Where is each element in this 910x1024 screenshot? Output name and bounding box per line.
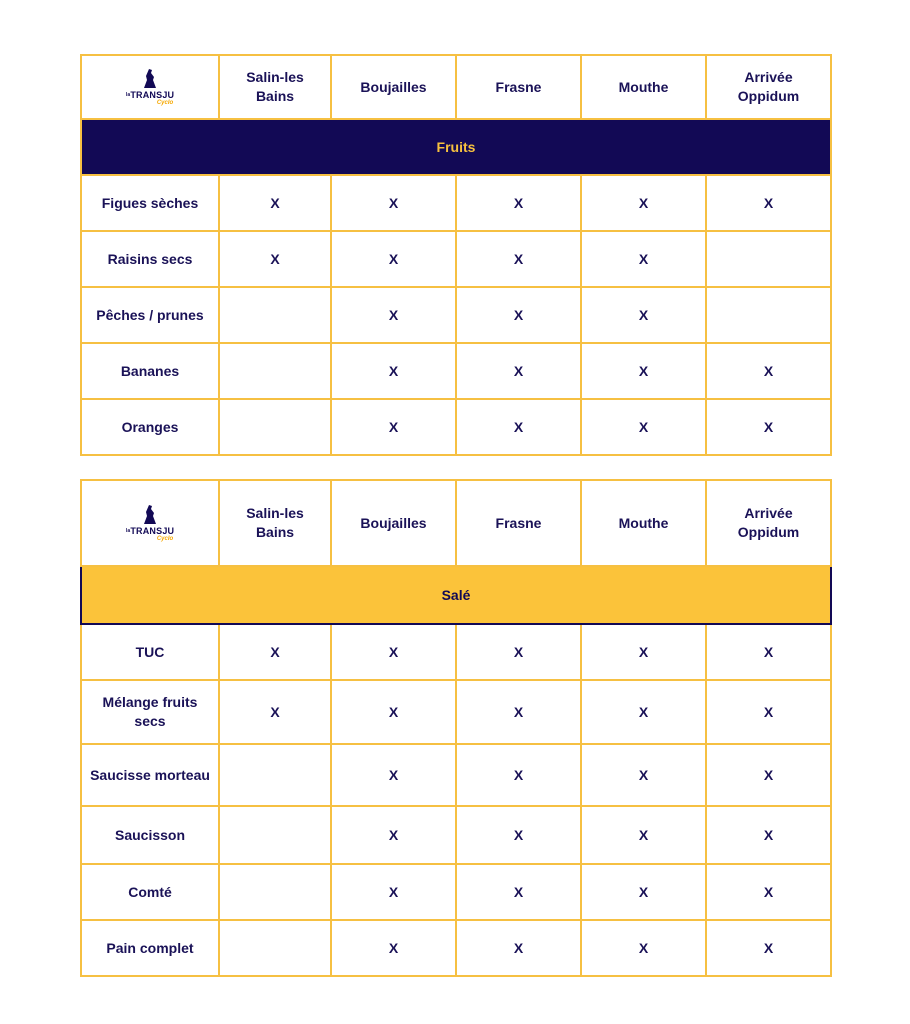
availability-cell: X: [456, 864, 581, 920]
row-label: Pain complet: [81, 920, 219, 976]
availability-cell: X: [581, 343, 706, 399]
availability-cell: X: [706, 920, 831, 976]
table-row: [81, 231, 831, 287]
availability-cell: [219, 806, 331, 864]
availability-cell: X: [706, 175, 831, 231]
availability-cell: X: [581, 399, 706, 455]
row-label: Oranges: [81, 399, 219, 455]
availability-cell: X: [706, 744, 831, 806]
availability-cell: X: [456, 287, 581, 343]
table-row: [81, 864, 831, 920]
availability-cell: X: [456, 175, 581, 231]
table-row: [81, 624, 831, 680]
section-title: Fruits: [81, 119, 831, 175]
row-label: Saucisson: [81, 806, 219, 864]
availability-cell: X: [706, 343, 831, 399]
section-title: Salé: [81, 566, 831, 624]
availability-cell: X: [456, 920, 581, 976]
column-header: Boujailles: [331, 480, 456, 566]
availability-cell: X: [581, 920, 706, 976]
availability-cell: X: [456, 399, 581, 455]
column-header: Mouthe: [581, 480, 706, 566]
availability-cell: X: [581, 624, 706, 680]
logo-name: TRANSJU: [130, 89, 175, 100]
row-label: Comté: [81, 864, 219, 920]
availability-cell: X: [331, 231, 456, 287]
logo-suffix: Cyclo: [156, 99, 174, 106]
table-row: [81, 680, 831, 744]
availability-cell: [219, 920, 331, 976]
availability-cell: X: [581, 175, 706, 231]
availability-cell: X: [219, 624, 331, 680]
row-label: Saucisse morteau: [81, 744, 219, 806]
table-row: [81, 175, 831, 231]
sale-table: [80, 479, 832, 977]
logo-name: TRANSJU: [130, 525, 175, 536]
column-header: Salin-les Bains: [219, 480, 331, 566]
availability-cell: [219, 864, 331, 920]
availability-cell: X: [331, 806, 456, 864]
column-header: Arrivée Oppidum: [706, 55, 831, 119]
availability-cell: X: [331, 680, 456, 744]
transju-logo: [88, 68, 212, 107]
availability-cell: X: [456, 343, 581, 399]
availability-cell: X: [456, 744, 581, 806]
availability-cell: [706, 287, 831, 343]
availability-cell: [219, 343, 331, 399]
availability-cell: X: [331, 864, 456, 920]
transju-logo: [88, 504, 212, 543]
column-header: Arrivée Oppidum: [706, 480, 831, 566]
availability-cell: X: [219, 175, 331, 231]
logo-cell: [81, 480, 219, 566]
availability-cell: X: [706, 680, 831, 744]
row-label: Pêches / prunes: [81, 287, 219, 343]
availability-cell: X: [331, 175, 456, 231]
availability-cell: X: [581, 287, 706, 343]
availability-cell: X: [581, 744, 706, 806]
availability-cell: X: [456, 680, 581, 744]
availability-cell: X: [706, 864, 831, 920]
column-header: Salin-les Bains: [219, 55, 331, 119]
column-header: Frasne: [456, 55, 581, 119]
table-row: [81, 399, 831, 455]
availability-cell: X: [331, 624, 456, 680]
table-row: [81, 806, 831, 864]
availability-cell: X: [706, 399, 831, 455]
availability-cell: X: [581, 806, 706, 864]
availability-cell: [219, 399, 331, 455]
column-header: Frasne: [456, 480, 581, 566]
availability-cell: X: [331, 399, 456, 455]
availability-cell: X: [456, 806, 581, 864]
availability-cell: X: [706, 624, 831, 680]
availability-cell: X: [456, 231, 581, 287]
column-header: Boujailles: [331, 55, 456, 119]
cyclist-icon: [141, 504, 159, 526]
availability-cell: X: [581, 680, 706, 744]
availability-cell: X: [581, 231, 706, 287]
availability-cell: [219, 287, 331, 343]
section-row: [81, 566, 831, 624]
availability-cell: X: [331, 744, 456, 806]
fruits-table: [80, 54, 832, 456]
availability-cell: [706, 231, 831, 287]
availability-cell: [219, 744, 331, 806]
availability-cell: X: [331, 343, 456, 399]
cyclist-icon: [141, 68, 159, 90]
header-row: [81, 55, 831, 119]
row-label: Bananes: [81, 343, 219, 399]
row-label: Mélange fruits secs: [81, 680, 219, 744]
section-row: [81, 119, 831, 175]
table-row: [81, 287, 831, 343]
fruits-body: [81, 175, 831, 455]
logo-prefix: la: [125, 91, 131, 98]
availability-cell: X: [331, 920, 456, 976]
row-label: Figues sèches: [81, 175, 219, 231]
table-row: [81, 343, 831, 399]
availability-cell: X: [581, 864, 706, 920]
logo-suffix: Cyclo: [156, 535, 174, 542]
availability-cell: X: [331, 287, 456, 343]
logo-prefix: la: [125, 527, 131, 534]
table-row: [81, 920, 831, 976]
row-label: Raisins secs: [81, 231, 219, 287]
availability-cell: X: [706, 806, 831, 864]
availability-cell: X: [456, 624, 581, 680]
sale-body: [81, 624, 831, 976]
column-header: Mouthe: [581, 55, 706, 119]
row-label: TUC: [81, 624, 219, 680]
table-row: [81, 744, 831, 806]
logo-cell: [81, 55, 219, 119]
availability-cell: X: [219, 680, 331, 744]
availability-cell: X: [219, 231, 331, 287]
header-row: [81, 480, 831, 566]
